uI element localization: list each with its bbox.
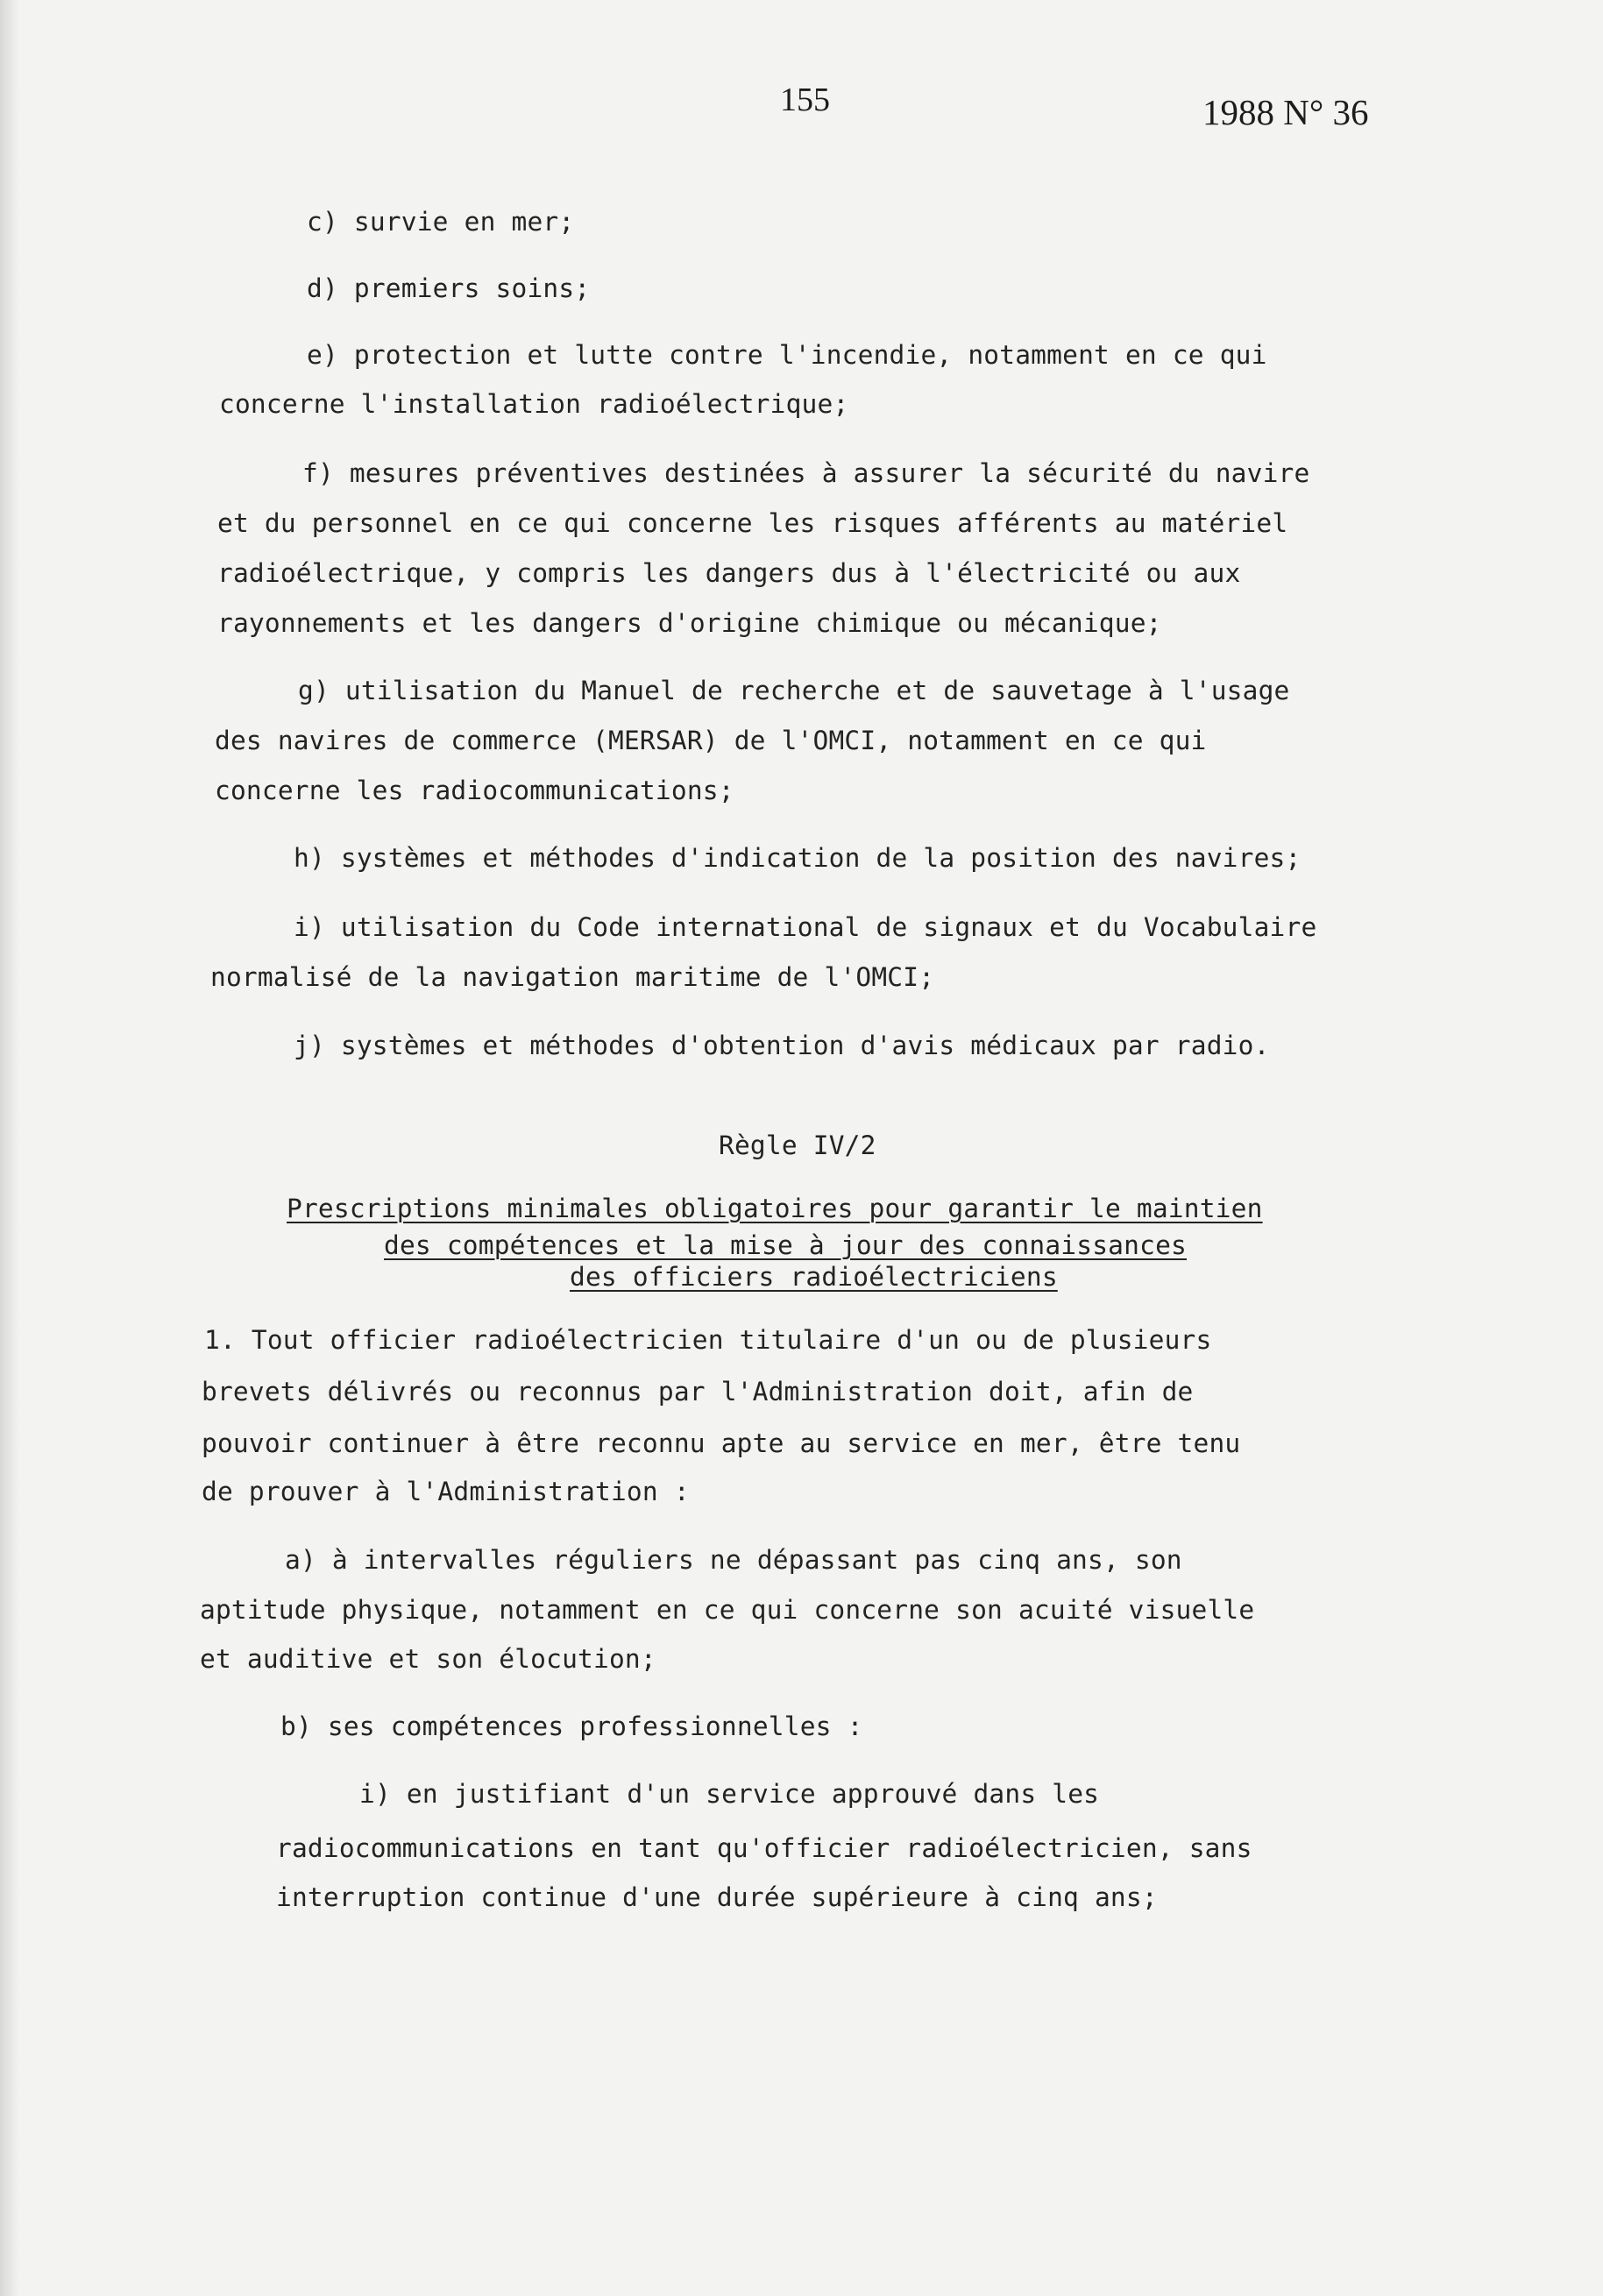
item-j: j) systèmes et méthodes d'obtention d'avis médicaux par radio. [294,1031,1270,1060]
item-g-line-3: concerne les radiocommunications; [215,776,734,805]
item-f-line-2: et du personnel en ce qui concerne les risques afférents au matériel [217,508,1288,538]
item-g-line-1: g) utilisation du Manuel de recherche et de sauvetage à l'usage [298,676,1290,705]
para-1-b-i-line-2: radiocommunications en tant qu'officier radioélectricien, sans [276,1833,1252,1863]
item-i-line-2: normalisé de la navigation maritime de l'OMCI; [210,962,935,992]
para-1-b-i-line-3: interruption continue d'une durée supérieure à cinq ans; [276,1882,1158,1912]
para-1-line-2: brevets délivrés ou reconnus par l'Administration doit, afin de [202,1377,1194,1407]
para-1-line-1: 1. Tout officier radioélectricien titulaire d'un ou de plusieurs [204,1325,1212,1355]
rule-heading-line-1: Prescriptions minimales obligatoires pour garantir le maintien [287,1194,1263,1223]
item-e-line-1: e) protection et lutte contre l'incendie, notamment en ce qui [307,340,1267,370]
item-f-line-4: rayonnements et les dangers d'origine chimique ou mécanique; [217,608,1162,638]
rule-heading-line-2: des compétences et la mise à jour des connaissances [384,1230,1187,1260]
item-e-line-2: concerne l'installation radioélectrique; [219,389,849,419]
item-h: h) systèmes et méthodes d'indication de la position des navires; [294,843,1302,873]
item-d: d) premiers soins; [307,273,591,303]
item-g-line-2: des navires de commerce (MERSAR) de l'OMCI, notamment en ce qui [215,726,1207,755]
item-f-line-3: radioélectrique, y compris les dangers dus à l'électricité ou aux [217,558,1241,588]
page-number: 155 [780,81,830,118]
rule-title: Règle IV/2 [719,1130,876,1160]
item-i-line-1: i) utilisation du Code international de signaux et du Vocabulaire [294,912,1317,942]
rule-heading-line-3: des officiers radioélectriciens [570,1262,1058,1292]
year-issue: 1988 N° 36 [1202,92,1369,132]
item-f-line-1: f) mesures préventives destinées à assurer la sécurité du navire [302,458,1310,488]
para-1-b: b) ses compétences professionnelles : [280,1711,863,1741]
para-1-a-line-3: et auditive et son élocution; [200,1644,656,1674]
para-1-line-3: pouvoir continuer à être reconnu apte au service en mer, être tenu [202,1428,1241,1458]
para-1-a-line-2: aptitude physique, notamment en ce qui concerne son acuité visuelle [200,1595,1255,1625]
para-1-line-4: de prouver à l'Administration : [202,1477,690,1506]
item-c: c) survie en mer; [307,207,575,237]
para-1-a-line-1: a) à intervalles réguliers ne dépassant pas cinq ans, son [285,1545,1182,1575]
para-1-b-i-line-1: i) en justifiant d'un service approuvé dans les [359,1779,1100,1809]
